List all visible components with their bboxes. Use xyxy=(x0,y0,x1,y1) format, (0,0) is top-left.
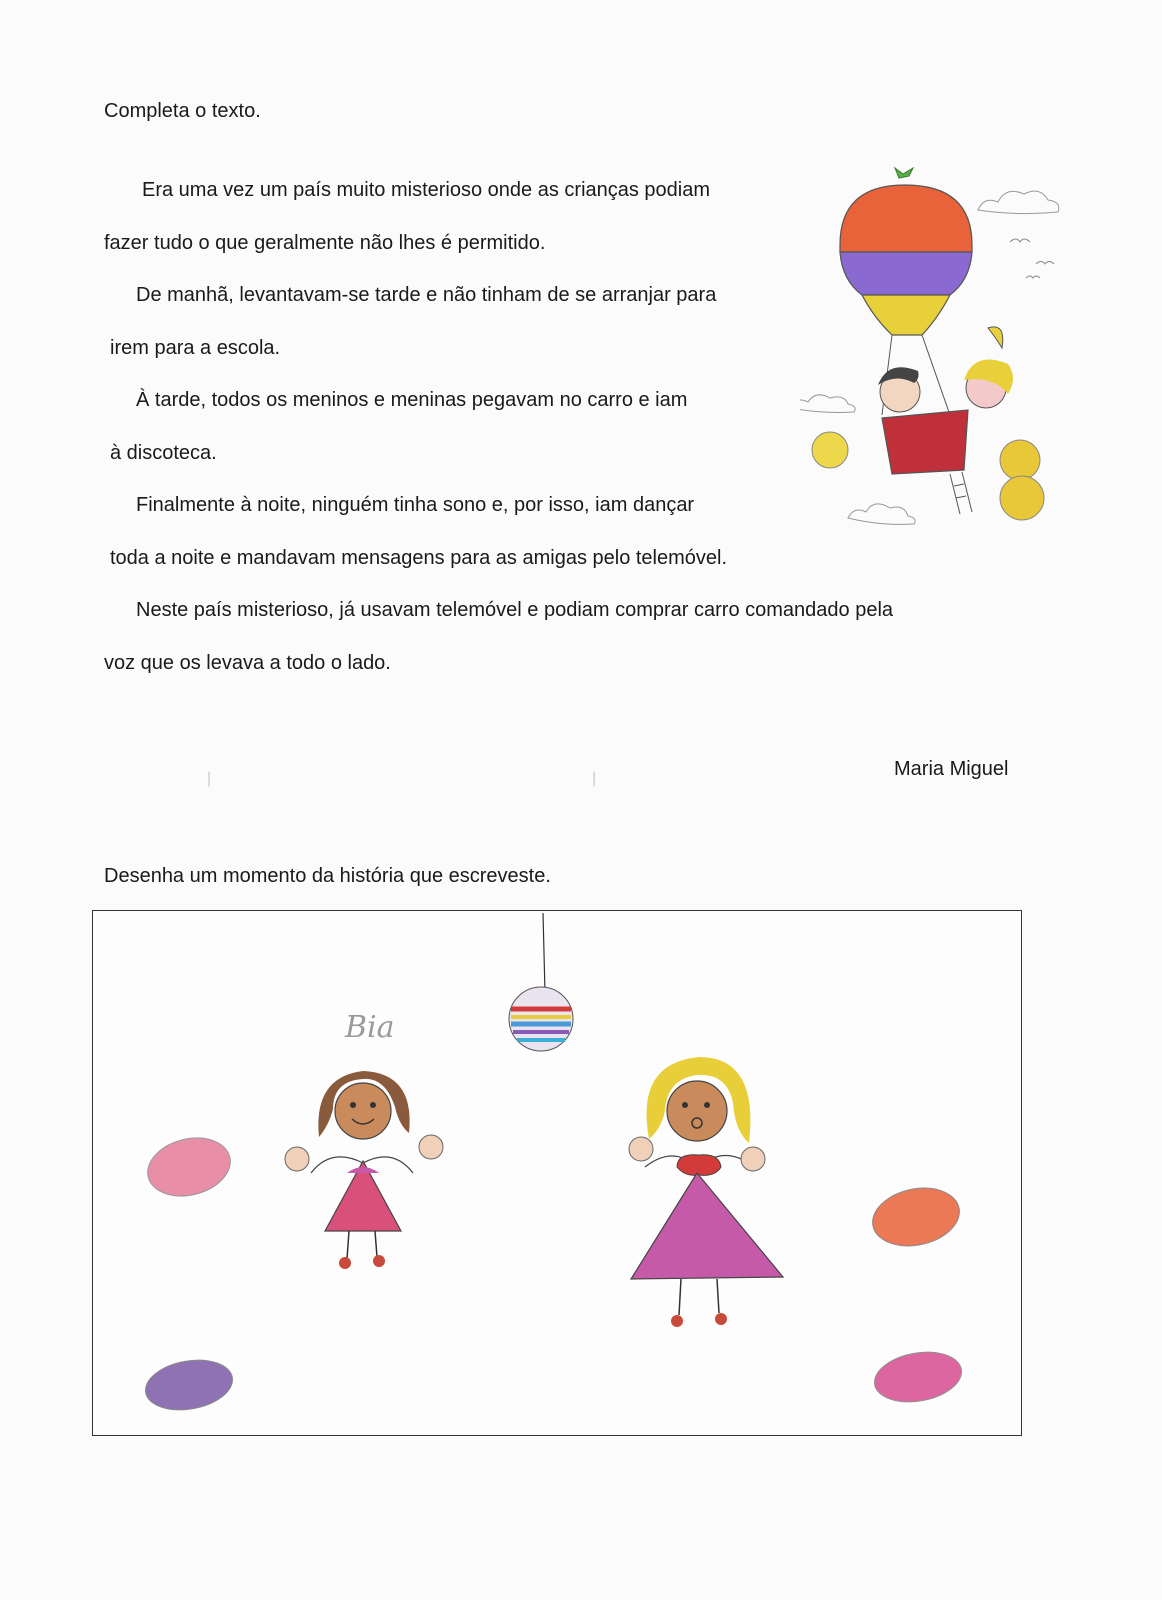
story-line: Neste país misterioso, já usavam telemóvel e podiam comprar carro comandado pela xyxy=(136,599,894,621)
name-label-bia: Bia xyxy=(345,1010,395,1045)
instruction-complete-text: Completa o texto. xyxy=(104,100,261,122)
orange-spotlight xyxy=(867,1180,965,1253)
drawing-frame xyxy=(92,910,1022,1436)
story-line: irem para a escola. xyxy=(110,337,281,359)
scan-mark: | xyxy=(592,770,597,787)
author-name: Maria Miguel xyxy=(894,758,1009,780)
pink-spotlight xyxy=(141,1130,236,1205)
magenta-spotlight xyxy=(871,1346,966,1409)
purple-spotlight xyxy=(142,1354,237,1417)
girl-figure-right xyxy=(629,1057,783,1327)
story-line: De manhã, levantavam-se tarde e não tinham de se arranjar para xyxy=(136,284,717,306)
girl-figure-left xyxy=(285,1071,443,1269)
disco-ball xyxy=(509,987,573,1051)
instruction-draw-text: Desenha um momento da história que escreveste. xyxy=(104,865,551,887)
story-line: Finalmente à noite, ninguém tinha sono e, por isso, iam dançar xyxy=(136,494,695,516)
story-line: à discoteca. xyxy=(110,442,217,464)
disco-ball-string xyxy=(543,913,545,993)
story-line: fazer tudo o que geralmente não lhes é permitido. xyxy=(104,232,546,254)
hot-air-balloon-illustration xyxy=(800,160,1100,545)
story-line: toda a noite e mandavam mensagens para as amigas pelo telemóvel. xyxy=(110,547,728,569)
scan-mark: | xyxy=(207,770,212,787)
story-line: À tarde, todos os meninos e meninas pegavam no carro e iam xyxy=(136,389,688,411)
story-line: voz que os levava a todo o lado. xyxy=(104,652,391,674)
story-line: Era uma vez um país muito misterioso onde as crianças podiam xyxy=(142,179,711,201)
